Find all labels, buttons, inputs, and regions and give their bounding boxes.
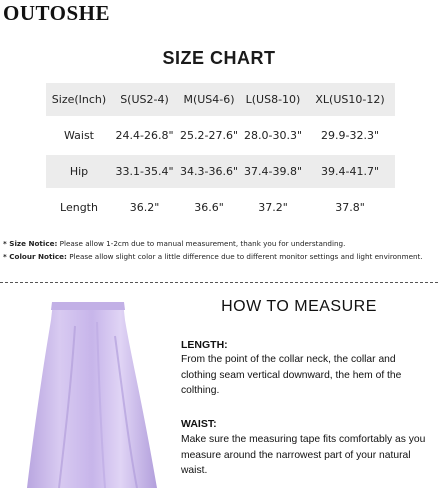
size-chart-title: SIZE CHART (162, 48, 276, 68)
table-cell: 29.9-32.3" (305, 119, 395, 152)
size-notice-text: Please allow 1-2cm due to manual measurement, thank you for understanding. (57, 239, 346, 248)
row-label: Waist (46, 119, 112, 152)
table-cell: 33.1-35.4" (112, 155, 177, 188)
table-cell: 36.6" (177, 191, 241, 224)
size-notice (3, 239, 345, 248)
table-cell: 28.0-30.3" (241, 119, 305, 152)
header-cell: L(US8-10) (241, 83, 305, 116)
waist-label: WAIST: (181, 418, 217, 430)
size-chart-table (46, 80, 395, 227)
length-text: From the point of the collar neck, the collar and clothing seam vertical downward, the hem of the colthing. (181, 354, 402, 396)
row-label: Hip (46, 155, 112, 188)
table-cell: 37.2" (241, 191, 305, 224)
table-header-row (46, 83, 395, 116)
table-cell: 37.4-39.8" (241, 155, 305, 188)
table-row (46, 191, 395, 224)
table-row (46, 119, 395, 152)
table-cell: 34.3-36.6" (177, 155, 241, 188)
size-notice-label: * Size Notice: (3, 239, 58, 248)
length-label: LENGTH: (181, 339, 228, 351)
how-to-measure-title: HOW TO MEASURE (221, 298, 377, 315)
dashed-divider (0, 282, 438, 283)
table-row (46, 155, 395, 188)
table-cell: 37.8" (305, 191, 395, 224)
skirt-image (25, 296, 165, 488)
table-cell: 36.2" (112, 191, 177, 224)
header-cell: S(US2-4) (112, 83, 177, 116)
table-cell: 24.4-26.8" (112, 119, 177, 152)
header-cell: M(US4-6) (177, 83, 241, 116)
colour-notice-text: Please allow slight color a little difference due to different monitor settings and light environment. (66, 252, 423, 261)
brand-logo: OUTOSHE (3, 1, 110, 25)
table-cell: 25.2-27.6" (177, 119, 241, 152)
colour-notice (3, 252, 423, 261)
waist-text: Make sure the measuring tape fits comfortably as you measure around the narrowest part of your natural waist. (181, 434, 426, 476)
table-cell: 39.4-41.7" (305, 155, 395, 188)
row-label: Length (46, 191, 112, 224)
header-cell: Size(Inch) (46, 83, 112, 116)
colour-notice-label: * Colour Notice: (3, 252, 67, 261)
header-cell: XL(US10-12) (305, 83, 395, 116)
